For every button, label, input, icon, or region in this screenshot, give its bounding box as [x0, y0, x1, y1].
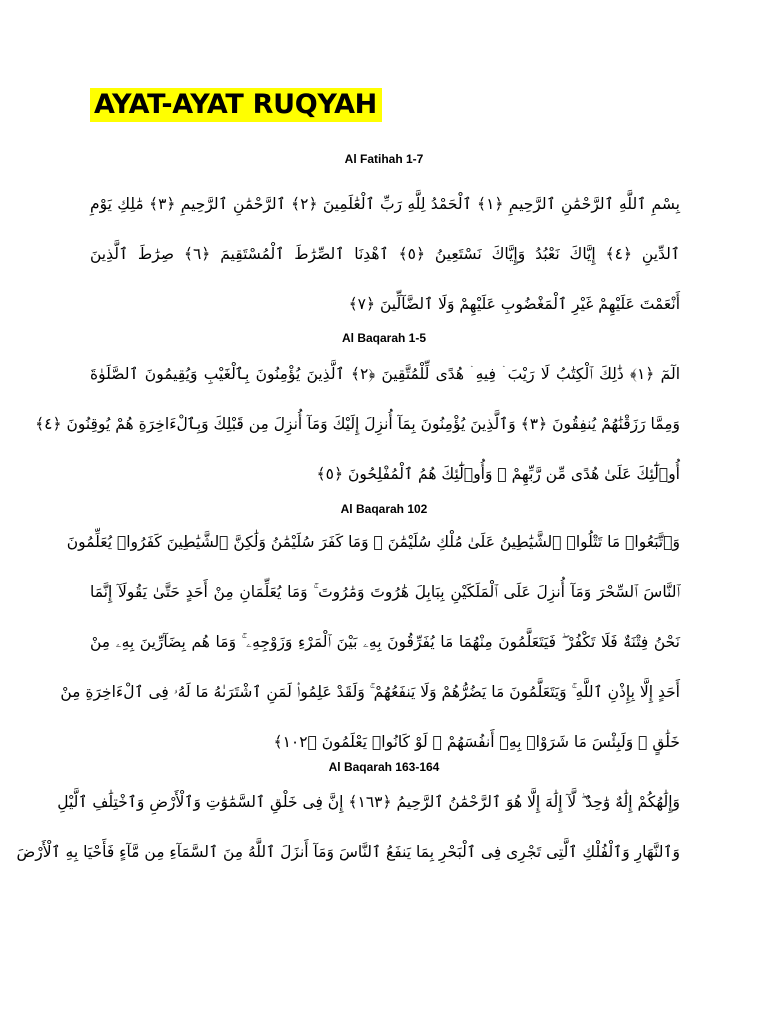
section-heading-al-fatihah: Al Fatihah 1-7 — [344, 152, 424, 166]
verse-block-al-fatihah — [90, 186, 680, 336]
verse-line: أُو۟لَٰٓئِكَ عَلَىٰ هُدًى مِّن رَّبِّهِمْ ۖ وَأُو۟لَٰٓئِكَ هُمُ ٱلْمُفْلِحُونَ ﴿٥﴾ — [316, 465, 680, 483]
verse-line: وَمِمَّا رَزَقْنَٰهُمْ يُنفِقُونَ ﴿٣﴾ وَٱلَّذِينَ يُؤْمِنُونَ بِمَآ أُنزِلَ إِلَيْكَ وَمَآ أُنزِلَ مِن قَبْلِكَ وَبِٱلْءَاخِرَةِ هُمْ يُوقِنُونَ ﴿٤﴾ — [35, 415, 680, 433]
verse-line: وَإِلَٰهُكُمْ إِلَٰهٌ وَٰحِدٌ ۖ لَّآ إِلَٰهَ إِلَّا هُوَ ٱلرَّحْمَٰنُ ٱلرَّحِيمُ ﴿١٦٣﴾ إِنَّ فِى خَلْقِ ٱلسَّمَٰوَٰتِ وَٱلْأَرْضِ وَٱخْتِلَٰفِ ٱلَّيْلِ — [57, 793, 680, 811]
verse-line: ٱلنَّاسَ ٱلسِّحْرَ وَمَآ أُنزِلَ عَلَى ٱلْمَلَكَيْنِ بِبَابِلَ هَٰرُوتَ وَمَٰرُوتَ ۚ وَمَا يُعَلِّمَانِ مِنْ أَحَدٍ حَتَّىٰ يَقُولَآ إِنَّمَا — [90, 583, 680, 601]
verse-block-al-baqarah-102 — [60, 524, 680, 774]
section-heading-al-baqarah-102: Al Baqarah 102 — [340, 502, 428, 516]
verse-line: أَنْعَمْتَ عَلَيْهِمْ غَيْرِ ٱلْمَغْضُوبِ عَلَيْهِمْ وَلَا ٱلضَّآلِّينَ ﴿٧﴾ — [348, 295, 680, 313]
verse-block-al-baqarah-163-164 — [16, 784, 680, 884]
document-title: AYAT-AYAT RUQYAH — [94, 89, 377, 120]
verse-line: الٓمٓ ﴿١﴾ ذَٰلِكَ ٱلْكِتَٰبُ لَا رَيْبَ ۛ فِيهِ ۛ هُدًى لِّلْمُتَّقِينَ ﴿٢﴾ ٱلَّذِينَ يُؤْمِنُونَ بِٱلْغَيْبِ وَيُقِيمُونَ ٱلصَّلَوٰةَ — [90, 365, 680, 383]
verse-line: بِسْمِ ٱللَّهِ ٱلرَّحْمَٰنِ ٱلرَّحِيمِ ﴿١﴾ ٱلْحَمْدُ لِلَّهِ رَبِّ ٱلْعَٰلَمِينَ ﴿٢﴾ ٱلرَّحْمَٰنِ ٱلرَّحِيمِ ﴿٣﴾ مَٰلِكِ يَوْمِ — [90, 195, 680, 213]
verse-line: أَحَدٍ إِلَّا بِإِذْنِ ٱللَّهِ ۚ وَيَتَعَلَّمُونَ مَا يَضُرُّهُمْ وَلَا يَنفَعُهُمْ ۚ وَلَقَدْ عَلِمُوا۟ لَمَنِ ٱشْتَرَىٰهُ مَا لَهُۥ فِى ٱلْءَاخِرَةِ مِنْ — [60, 683, 680, 701]
verse-line: وَٱلنَّهَارِ وَٱلْفُلْكِ ٱلَّتِى تَجْرِى فِى ٱلْبَحْرِ بِمَا يَنفَعُ ٱلنَّاسَ وَمَآ أَنزَلَ ٱللَّهُ مِنَ ٱلسَّمَآءِ مِن مَّآءٍ فَأَحْيَا بِهِ ٱلْأَرْضَ — [16, 843, 680, 861]
verse-block-al-baqarah-1-5 — [35, 356, 680, 506]
verse-line: ٱلدِّينِ ﴿٤﴾ إِيَّاكَ نَعْبُدُ وَإِيَّاكَ نَسْتَعِينُ ﴿٥﴾ ٱهْدِنَا ٱلصِّرَٰطَ ٱلْمُسْتَقِيمَ ﴿٦﴾ صِرَٰطَ ٱلَّذِينَ — [90, 245, 680, 263]
section-heading-al-baqarah-163-164: Al Baqarah 163-164 — [328, 760, 440, 774]
verse-line: وَٱتَّبَعُوا۟ مَا تَتْلُوا۟ ٱلشَّيَٰطِينُ عَلَىٰ مُلْكِ سُلَيْمَٰنَ ۖ وَمَا كَفَرَ سُلَيْمَٰنُ وَلَٰكِنَّ ٱلشَّيَٰطِينَ كَفَرُوا۟ يُعَلِّمُونَ — [66, 533, 680, 551]
verse-line: خَلَٰقٍ ۚ وَلَبِئْسَ مَا شَرَوْا۟ بِهِۦٓ أَنفُسَهُمْ ۚ لَوْ كَانُوا۟ يَعْلَمُونَ ﴿١٠٢﴾ — [273, 733, 680, 751]
title-highlight — [90, 88, 382, 122]
verse-line: نَحْنُ فِتْنَةٌ فَلَا تَكْفُرْ ۖ فَيَتَعَلَّمُونَ مِنْهُمَا مَا يُفَرِّقُونَ بِهِۦ بَيْنَ ٱلْمَرْءِ وَزَوْجِهِۦ ۚ وَمَا هُم بِضَآرِّينَ بِهِۦ مِنْ — [90, 633, 680, 651]
section-heading-al-baqarah-1-5: Al Baqarah 1-5 — [341, 331, 427, 345]
